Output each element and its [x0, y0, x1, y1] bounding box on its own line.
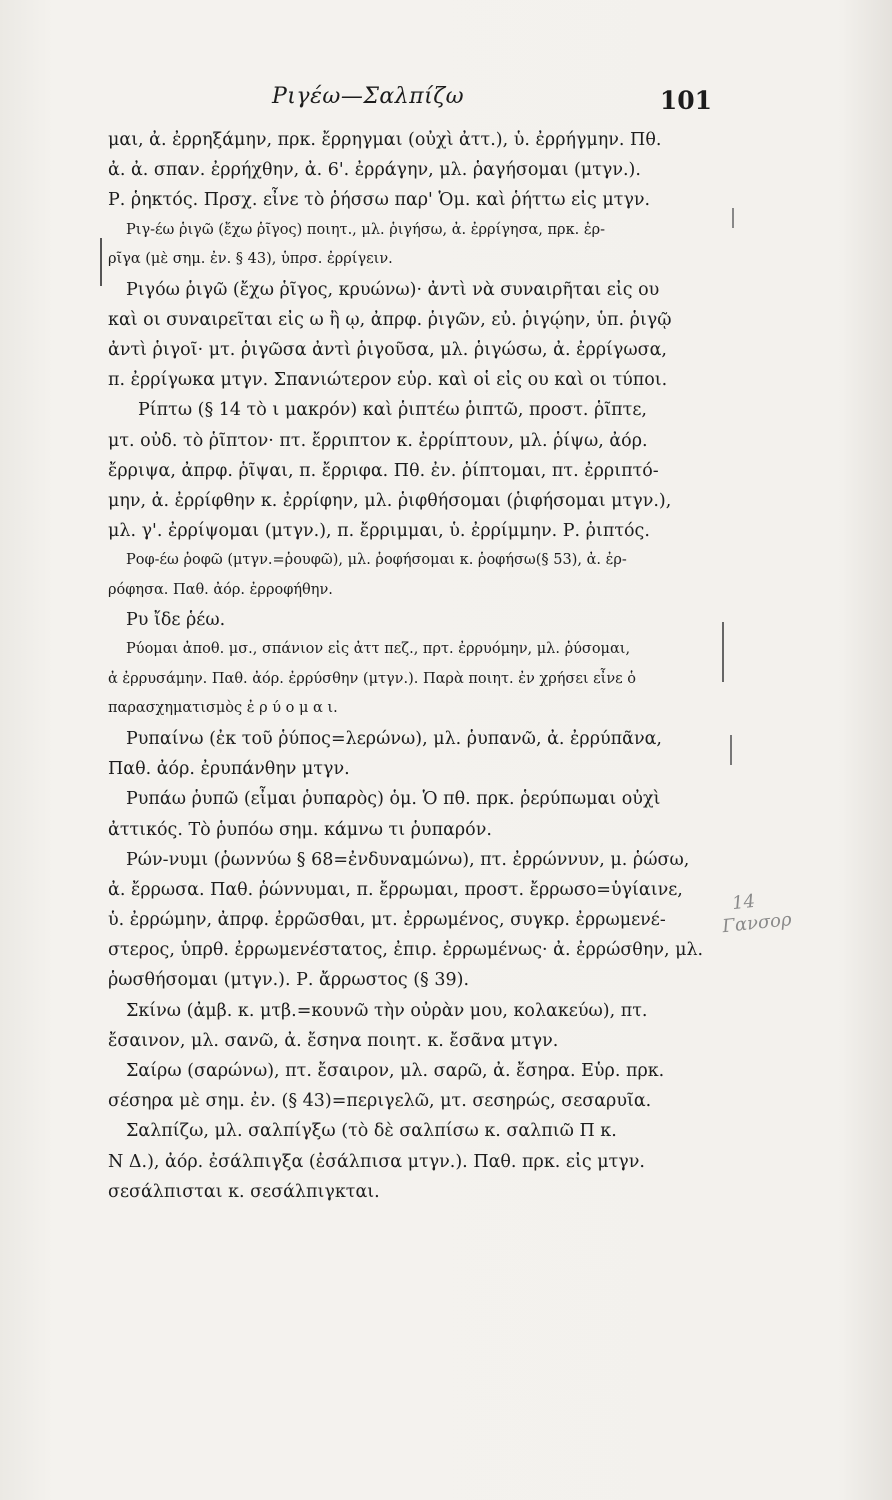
right-margin-mark: [730, 735, 732, 765]
entry-headword-line: Ριγ-έω ῥιγῶ (ἔχω ῥῖγος) ποιητ., μλ. ῥιγήσω, ἀ. ἐρρίγησα, πρκ. ἐρ-: [126, 221, 606, 238]
entry-headword-line: Ρυπαίνω (ἐκ τοῦ ῥύπος=λερώνω), μλ. ῥυπανῶ, ἀ. ἐρρύπᾶνα,: [126, 728, 662, 749]
text-line: Ρ. ῥηκτός. Πρσχ. εἶνε τὸ ῥήσσω παρ' Ὁμ. καὶ ῥήττω εἰς μτγν.: [108, 190, 651, 211]
right-margin-bracket: [722, 622, 724, 682]
entry-headword-line: Ροφ-έω ῥοφῶ (μτγν.=ῥουφῶ), μλ. ῥοφήσομαι κ. ῥοφήσω(§ 53), ἀ. ἐρ-: [126, 552, 627, 569]
text-line: μην, ἀ. ἐρρίφθην κ. ἐρρίφην, μλ. ῥιφθήσομαι (ῥιφήσομαι μτγν.),: [108, 490, 672, 511]
entry-headword-line: Ρίπτω (§ 14 τὸ ι μακρόν) καὶ ῥιπτέω ῥιπτῶ, προστ. ῥῖπτε,: [138, 400, 647, 421]
text-line: ἀ. ἔρρωσα. Παθ. ῥώννυμαι, π. ἔρρωμαι, προστ. ἔρρωσο=ὑγίαινε,: [108, 879, 683, 900]
entry-headword-line: Ρύομαι ἀποθ. μσ., σπάνιον εἰς ἀττ πεζ., πρτ. ἐρρυόμην, μλ. ῥύσομαι,: [126, 641, 631, 658]
entry-headword-line: Σαλπίζω, μλ. σαλπίγξω (τὸ δὲ σαλπίσω κ. σαλπιῶ Π κ.: [126, 1121, 617, 1142]
text-line: ἀ. ἀ. σπαν. ἐρρήχθην, ἀ. 6'. ἐρράγην, μλ. ῥαγήσομαι (μτγν.).: [108, 160, 641, 181]
running-title: Ριγέω—Σαλπίζω: [272, 84, 465, 109]
text-line: Παθ. ἀόρ. ἐρυπάνθην μτγν.: [108, 759, 350, 780]
margin-note-number: 14: [731, 890, 756, 915]
body-text: [108, 125, 708, 1207]
page-header: [112, 78, 712, 118]
text-line: μτ. οὐδ. τὸ ῥῖπτον· πτ. ἔρριπτον κ. ἐρρίπτουν, μλ. ῥίψω, ἀόρ.: [108, 430, 648, 451]
text-line: ἀντὶ ῥιγοῖ· μτ. ῥιγῶσα ἀντὶ ῥιγοῦσα, μλ. ῥιγώσω, ἀ. ἐρρίγωσα,: [108, 339, 667, 360]
text-line: σεσάλπισται κ. σεσάλπιγκται.: [108, 1181, 380, 1202]
text-line: Ν Δ.), ἀόρ. ἐσάλπιγξα (ἐσάλπισα μτγν.). Παθ. πρκ. εἰς μτγν.: [108, 1151, 645, 1172]
text-line: ἀ ἐρρυσάμην. Παθ. ἀόρ. ἐρρύσθην (μτγν.). Παρὰ ποιητ. ἐν χρήσει εἶνε ὁ: [108, 670, 636, 687]
entry-headword-line: Ρυ ἴδε ῥέω.: [126, 610, 226, 631]
entry-headword-line: Σαίρω (σαρώνω), πτ. ἔσαιρον, μλ. σαρῶ, ἀ. ἔσηρα. Εὑρ. πρκ.: [126, 1061, 665, 1081]
entry-headword-line: Σκίνω (ἀμβ. κ. μτβ.=κουνῶ τὴν οὐρὰν μου, κολακεύω), πτ.: [126, 1000, 648, 1021]
right-margin-mark: [732, 208, 734, 228]
left-margin-bracket: [100, 238, 102, 286]
text-line: σέσηρα μὲ σημ. ἐν. (§ 43)=περιγελῶ, μτ. σεσηρώς, σεσαρυῖα.: [108, 1091, 652, 1112]
text-line: καὶ οι συναιρεῖται εἰς ω ἢ ῳ, ἀπρφ. ῥιγῶν, εὐ. ῥιγῴην, ὑπ. ῥιγῷ: [108, 309, 672, 330]
text-line: μαι, ἀ. ἐρρηξάμην, πρκ. ἔρρηγμαι (οὐχὶ ἀττ.), ὑ. ἐρρήγμην. Πθ.: [108, 130, 662, 150]
page-number: 101: [659, 86, 712, 115]
entry-headword-line: Ριγόω ῥιγῶ (ἔχω ῥῖγος, κρυώνω)· ἀντὶ νὰ συναιρῆται εἰς ου: [126, 279, 660, 300]
text-line: ἀττικός. Τὸ ῥυπόω σημ. κάμνω τι ῥυπαρόν.: [108, 819, 492, 840]
margin-note-word: Γανσορ: [721, 909, 793, 938]
entry-headword-line: Ρών-νυμι (ῥωννύω § 68=ἐνδυναμώνω), πτ. ἐρρώννυν, μ. ῥώσω,: [126, 849, 690, 870]
text-line: ἔσαινον, μλ. σανῶ, ἀ. ἔσηνα ποιητ. κ. ἔσᾶνα μτγν.: [108, 1030, 559, 1051]
text-line: ἔρριψα, ἀπρφ. ῥῖψαι, π. ἔρριφα. Πθ. ἐν. ῥίπτομαι, πτ. ἐρριπτό-: [108, 460, 659, 481]
text-line: ῥωσθήσομαι (μτγν.). Ρ. ἄρρωστος (§ 39).: [108, 970, 470, 991]
text-line: ὑ. ἐρρώμην, ἀπρφ. ἐρρῶσθαι, μτ. ἐρρωμένος, συγκρ. ἐρρωμενέ-: [108, 910, 666, 931]
text-line: μλ. γ'. ἐρρίψομαι (μτγν.), π. ἔρριμμαι, ὑ. ἐρρίμμην. Ρ. ῥιπτός.: [108, 521, 650, 542]
entry-headword-line: Ρυπάω ῥυπῶ (εἶμαι ῥυπαρὸς) ὁμ. Ὁ πθ. πρκ. ῥερύπωμαι οὐχὶ: [126, 789, 661, 810]
handwritten-margin-note: [715, 885, 811, 954]
text-line: στερος, ὑπρθ. ἐρρωμενέστατος, ἐπιρ. ἐρρωμένως· ἀ. ἐρρώσθην, μλ.: [108, 940, 704, 961]
text-line: ρόφησα. Παθ. ἀόρ. ἐρροφήθην.: [108, 581, 333, 598]
text-line: π. ἐρρίγωκα μτγν. Σπανιώτερον εὑρ. καὶ οἱ εἰς ου καὶ οι τύποι.: [108, 370, 668, 391]
text-line: παρασχηματισμὸς ἐ ρ ύ ο μ α ι.: [108, 700, 338, 717]
text-line: ρῖγα (μὲ σημ. ἐν. § 43), ὑπρσ. ἐρρίγειν.: [108, 251, 393, 268]
